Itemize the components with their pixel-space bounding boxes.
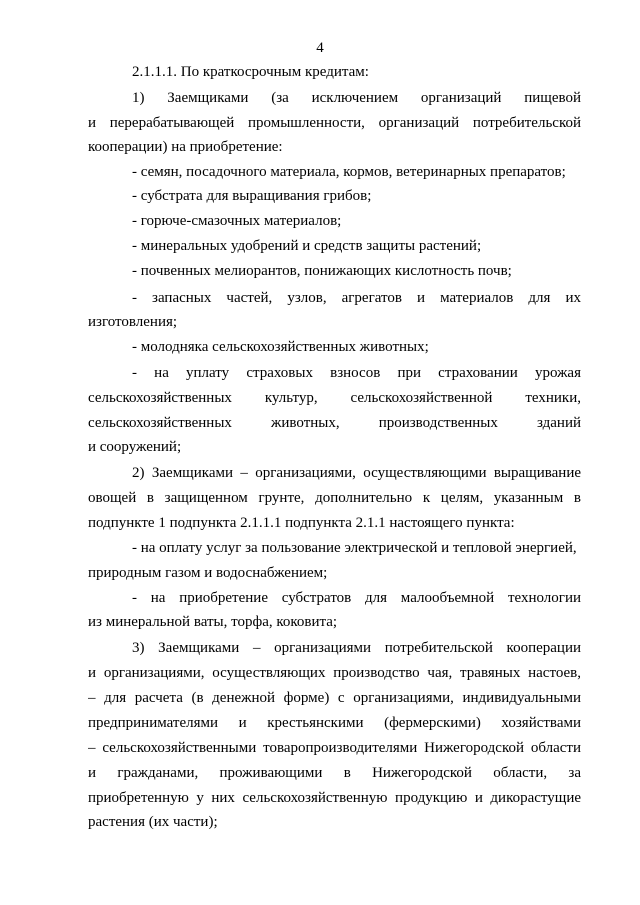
text-line: - субстрата для выращивания грибов; <box>132 188 372 204</box>
text-line: - запасных частей, узлов, агрегатов и материалов для их <box>132 290 581 306</box>
text-line: и организациями, осуществляющих производство чая, травяных настоев, <box>88 665 581 681</box>
text-line: и сооружений; <box>88 439 182 455</box>
text-line: растения (их части); <box>88 814 218 830</box>
text-line: - почвенных мелиорантов, понижающих кислотность почв; <box>132 263 512 279</box>
text-line: сельскохозяйственных животных, производственных зданий <box>88 415 581 431</box>
text-line: - минеральных удобрений и средств защиты растений; <box>132 238 482 254</box>
text-line: кооперации) на приобретение: <box>88 139 283 155</box>
text-line: овощей в защищенном грунте, дополнительно к целям, указанным в <box>88 490 581 506</box>
text-line: - на приобретение субстратов для малообъемной технологии <box>132 590 581 606</box>
text-line: природным газом и водоснабжением; <box>88 565 328 581</box>
text-line: - горюче-смазочных материалов; <box>132 213 342 229</box>
text-line: - молодняка сельскохозяйственных животных; <box>132 339 429 355</box>
text-line: 1) Заемщиками (за исключением организаций пищевой <box>132 90 581 106</box>
text-line: сельскохозяйственных культур, сельскохозяйственной техники, <box>88 390 581 406</box>
text-line: - на оплату услуг за пользование электрической и тепловой энергией, <box>132 540 577 556</box>
text-line: и перерабатывающей промышленности, организаций потребительской <box>88 115 581 131</box>
text-line: 3) Заемщиками – организациями потребительской кооперации <box>132 640 581 656</box>
text-line: 2.1.1.1. По краткосрочным кредитам: <box>132 64 369 80</box>
text-line: из минеральной ваты, торфа, коковита; <box>88 614 338 630</box>
text-line: изготовления; <box>88 314 178 330</box>
text-line: и гражданами, проживающими в Нижегородской области, за <box>88 765 581 781</box>
text-line: – сельскохозяйственными товаропроизводителями Нижегородской области <box>88 740 581 756</box>
text-line: 2) Заемщиками – организациями, осуществляющими выращивание <box>132 465 581 481</box>
page-number: 4 <box>316 40 324 56</box>
text-line: подпункте 1 подпункта 2.1.1.1 подпункта 2.1.1 настоящего пункта: <box>88 515 515 531</box>
text-line: приобретенную у них сельскохозяйственную продукцию и дикорастущие <box>88 790 581 806</box>
text-line: предпринимателями и крестьянскими (фермерскими) хозяйствами <box>88 715 581 731</box>
text-line: - семян, посадочного материала, кормов, ветеринарных препаратов; <box>132 164 566 180</box>
text-line: – для расчета (в денежной форме) с организациями, индивидуальными <box>88 690 581 706</box>
text-line: - на уплату страховых взносов при страховании урожая <box>132 365 581 381</box>
